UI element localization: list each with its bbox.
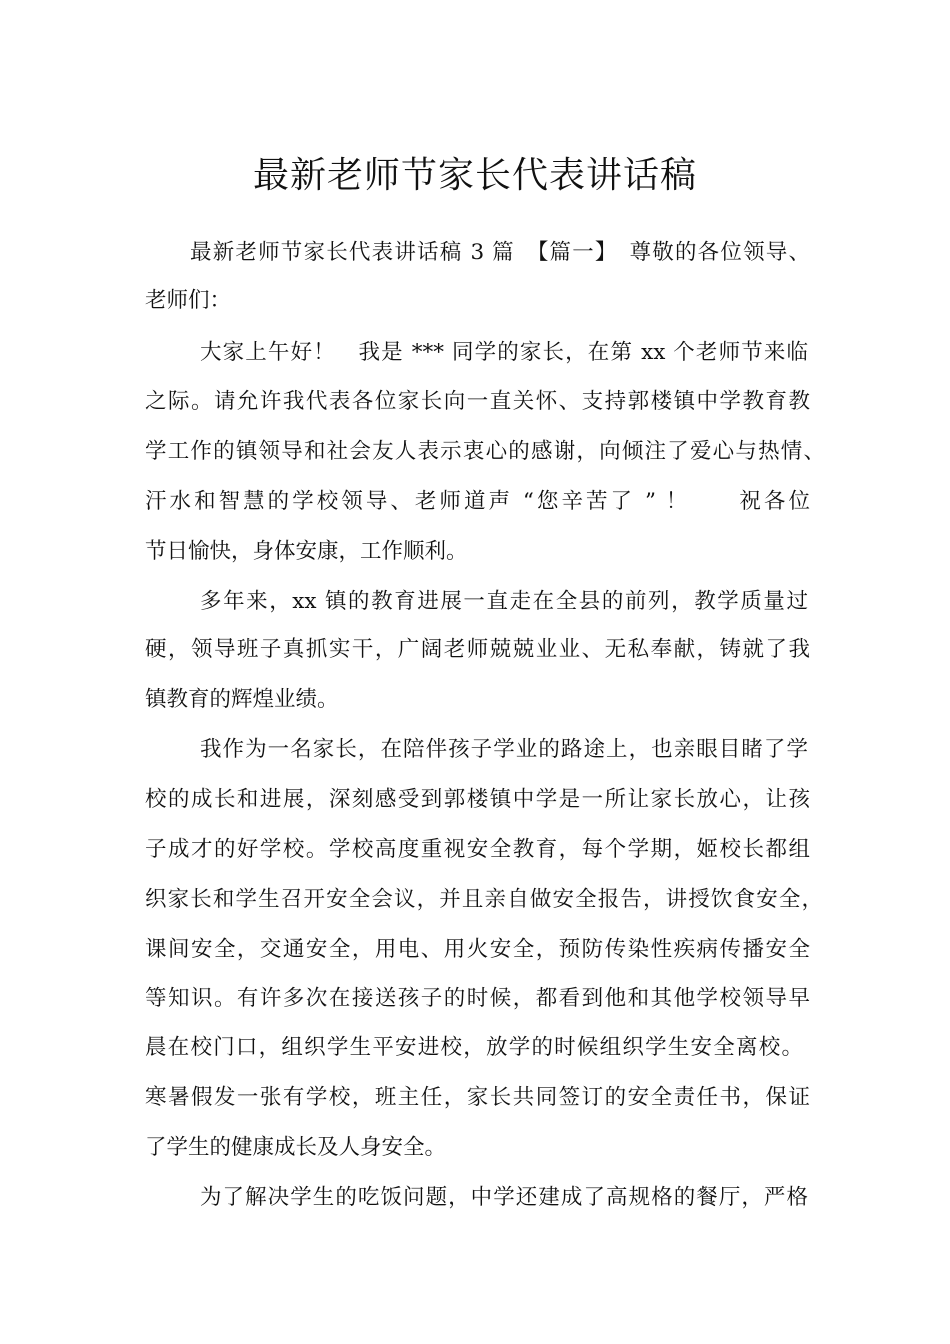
paragraph-line: 我作为一名家长，在陪伴孩子学业的路途上，也亲眼目睹了学 bbox=[200, 737, 808, 762]
paragraph-line: 之际。请允许我代表各位家长向一直关怀、支持郭楼镇中学教育教 bbox=[145, 389, 810, 414]
paragraph-line: 大家上午好！ 我是 *** 同学的家长，在第 xx 个老师节来临 bbox=[200, 340, 808, 365]
paragraph-line: 等知识。有许多次在接送孩子的时候，都看到他和其他学校领导早 bbox=[145, 986, 810, 1011]
paragraph-line: 织家长和学生召开安全会议，并且亲自做安全报告，讲授饮食安全， bbox=[145, 887, 823, 912]
paragraph-line: 为了解决学生的吃饭问题，中学还建成了高规格的餐厅，严格 bbox=[200, 1185, 808, 1210]
paragraph-line: 最新老师节家长代表讲话稿 3 篇 【篇一】 尊敬的各位领导、 bbox=[190, 240, 810, 265]
paragraph-line: 晨在校门口，组织学生平安进校，放学的时候组织学生安全离校。 bbox=[145, 1035, 803, 1060]
paragraph-line: 学工作的镇领导和社会友人表示衷心的感谢，向倾注了爱心与热情、 bbox=[145, 439, 825, 464]
paragraph-line: 寒暑假发一张有学校，班主任，家长共同签订的安全责任书，保证 bbox=[145, 1085, 810, 1110]
paragraph-line: 镇教育的辉煌业绩。 bbox=[145, 687, 339, 712]
paragraph-line: 硬，领导班子真抓实干，广阔老师兢兢业业、无私奉献，铸就了我 bbox=[145, 637, 810, 662]
document-title: 最新老师节家长代表讲话稿 bbox=[252, 155, 697, 197]
paragraph-line: 节日愉快，身体安康，工作顺利。 bbox=[145, 539, 468, 564]
paragraph-line: 子成才的好学校。学校高度重视安全教育，每个学期，姬校长都组 bbox=[145, 837, 810, 862]
paragraph-line: 校的成长和进展，深刻感受到郭楼镇中学是一所让家长放心，让孩 bbox=[145, 787, 810, 812]
paragraph-line: 多年来，xx 镇的教育进展一直走在全县的前列，教学质量过 bbox=[200, 589, 808, 614]
paragraph-line: 课间安全，交通安全，用电、用火安全，预防传染性疾病传播安全 bbox=[145, 937, 810, 962]
paragraph-line: 汗水和智慧的学校领导、老师道声 “您辛苦了 ” ！ 祝各位 bbox=[145, 489, 810, 514]
paragraph-line: 了学生的健康成长及人身安全。 bbox=[145, 1135, 447, 1160]
paragraph-line: 老师们： bbox=[145, 288, 232, 313]
